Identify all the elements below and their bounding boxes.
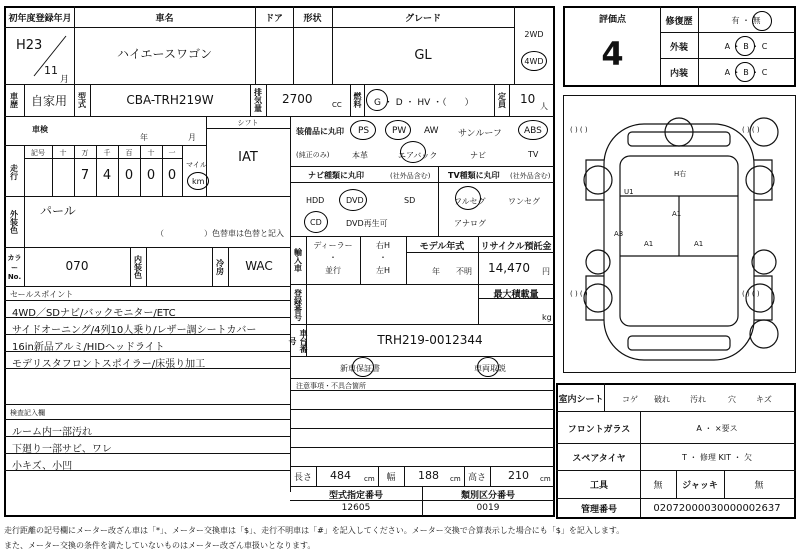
unit-3: 百 — [125, 148, 133, 157]
first-reg-label: 初年度登録年月 — [8, 13, 72, 24]
import-dealer: ディーラー — [313, 241, 353, 250]
recycle-yen: 円 — [542, 267, 550, 276]
chassis-value: TRH219-0012344 — [377, 333, 483, 347]
inspector-note-3: 小キズ、小凹 — [12, 461, 73, 472]
width-unit: cm — [450, 475, 461, 483]
type-no-value: 12605 — [341, 503, 371, 513]
exterior-options: A ・ B ・ C — [724, 41, 768, 51]
digit-4: 0 — [146, 167, 156, 183]
car-outline — [564, 96, 795, 372]
width-value: 188 — [418, 469, 439, 482]
digit-3: 0 — [124, 167, 134, 183]
height-label: 高さ — [467, 472, 486, 483]
cc-unit: CC — [332, 101, 342, 109]
import-right-h: 右H — [375, 241, 390, 250]
seat-scratch: キズ — [756, 395, 772, 404]
equip-navi: ナビ — [470, 151, 486, 160]
mark-a1-left: A1 — [644, 240, 654, 248]
seat-tear: 破れ — [654, 395, 670, 404]
repair-options: 有 ・ 無 — [731, 15, 761, 25]
fuel-options: G ・ D ・ HV ・（ ） — [374, 98, 474, 108]
import-left-h: 左H — [375, 266, 390, 275]
inspector-note-2: 下廻り一部サビ、ワレ — [12, 444, 112, 455]
tv-analog: アナログ — [454, 219, 486, 228]
recycle-label: リサイクル預託金 — [480, 242, 552, 252]
color-value: パール — [40, 204, 76, 218]
displacement-value: 2700 — [282, 92, 313, 106]
equip-airbag: エアバック — [398, 151, 438, 160]
car-damage-diagram — [563, 95, 796, 373]
interior-color-label: 内装色 — [133, 255, 143, 279]
equip-pw: PW — [392, 126, 407, 136]
interior-options: A ・ B ・ C — [724, 67, 768, 77]
interior-label: 内装 — [669, 68, 688, 79]
fuel-label: 燃料 — [353, 92, 362, 108]
length-label: 長さ — [293, 472, 312, 483]
mgmt-label: 管理番号 — [580, 505, 617, 515]
tv-title: TV種類に丸印 — [448, 171, 500, 180]
color-no-value: 070 — [65, 259, 89, 273]
unit-1: 万 — [81, 148, 89, 157]
tools-label: 工具 — [589, 480, 608, 491]
usage-value: 自家用 — [30, 93, 67, 108]
unit-2: 千 — [103, 148, 111, 157]
footer-line-1: 走行距離の記号欄にメーター改ざん車は「*」、メーター交換車は「$」、走行不明車は「#」を記入してください。メーター交換で合算表示した場合にも「$」を記入します。 — [4, 526, 625, 535]
door-label: ドア — [265, 13, 283, 24]
spare-label: スペアタイヤ — [572, 453, 626, 464]
inspector-note-1: ルーム内一部汚れ — [12, 427, 92, 438]
warranty-circle — [352, 357, 374, 377]
equip-ps: PS — [358, 126, 370, 136]
tools-value: 無 — [653, 480, 663, 491]
usage-label: 車歴 — [9, 92, 19, 108]
tv-subtitle: (社外品含む) — [510, 172, 551, 180]
max-load-label: 最大積載量 — [493, 290, 539, 300]
digit-1: 7 — [80, 167, 90, 183]
unit-5: 一 — [168, 148, 176, 157]
type-no-label: 型式指定番号 — [328, 491, 383, 501]
recycle-amount: 14,470 — [488, 261, 530, 275]
equip-tv: TV — [528, 150, 539, 159]
score-label: 評価点 — [598, 15, 626, 25]
drive-4wd-circle — [521, 51, 547, 71]
glass-label: フロントガラス — [567, 424, 631, 435]
glass-options: A ・ ×要ス — [696, 423, 738, 433]
car-name-label: 車名 — [155, 13, 174, 24]
ac-value: WAC — [245, 259, 273, 273]
digit-2: 4 — [102, 167, 112, 183]
color-label: 外装色 — [9, 210, 19, 234]
car-name-value: ハイエースワゴン — [117, 46, 212, 61]
capacity-value: 10 — [520, 92, 536, 106]
interior-b-circle — [735, 62, 755, 82]
grade-value: GL — [414, 47, 432, 63]
max-load-kg: kg — [542, 313, 552, 322]
unit-0: 十 — [59, 148, 67, 157]
svg-text:( ) ( ): ( ) ( ) — [570, 126, 588, 134]
digit-5: 0 — [167, 167, 177, 183]
mark-a3-left: A3 — [614, 230, 624, 238]
ac-label: 冷房 — [215, 259, 225, 275]
equip-pw-circle — [385, 120, 411, 140]
import-label: 輸入車 — [293, 248, 303, 272]
navi-cd-circle — [304, 211, 328, 233]
tv-fullseg-circle — [455, 186, 481, 210]
selling-point-2: サイドオーニング/4列10人乗り/レザー調シートカバー — [12, 325, 257, 336]
model-year-unknown: 不明 — [456, 267, 472, 276]
selling-point-4: モデリスタフロントスポイラー/床張り加工 — [12, 359, 206, 370]
repair-label: 修復歴 — [665, 16, 693, 27]
manual-circle — [477, 357, 499, 377]
navi-dvd-circle — [339, 189, 367, 211]
seat-dirt: 汚れ — [690, 395, 706, 404]
jack-value: 無 — [754, 480, 764, 491]
equip-ps-circle — [350, 120, 376, 140]
inspection-label: 車検 — [32, 125, 48, 134]
notes-label: 注意事項・不具合箇所 — [296, 382, 366, 390]
spare-options: T ・ 修理 KIT ・ 欠 — [681, 452, 753, 462]
model-year-label: モデル年式 — [419, 242, 465, 252]
navi-title: ナビ種類に丸印 — [308, 171, 364, 180]
mark-a1-center: A1 — [672, 210, 682, 218]
length-unit: cm — [364, 475, 375, 483]
seat-burn: コゲ — [622, 395, 638, 404]
shift-value: IAT — [238, 149, 258, 165]
svg-text:( ) ( ): ( ) ( ) — [742, 290, 760, 298]
capacity-label: 定員 — [497, 92, 507, 108]
drive-4wd: 4WD — [524, 56, 544, 66]
digit-0 — [52, 164, 74, 186]
equipment-subtitle: (純正のみ) — [296, 151, 330, 159]
color-no-label: カラーNo. — [7, 254, 22, 281]
navi-sd: SD — [404, 196, 416, 205]
shift-label: シフト — [237, 119, 259, 127]
seat-hole: 穴 — [728, 395, 736, 404]
grade-label: グレード — [404, 13, 441, 24]
first-reg-month: 11 — [44, 64, 58, 77]
tv-fullseg: フルセグ — [454, 197, 486, 206]
length-value: 484 — [330, 469, 351, 482]
class-no-label: 類別区分番号 — [460, 491, 515, 501]
navi-cd: CD — [310, 218, 322, 227]
exterior-b-circle — [735, 36, 755, 56]
equip-sunroof: サンルーフ — [458, 129, 502, 139]
svg-text:( ) ( ): ( ) ( ) — [742, 126, 760, 134]
registration-label: 登録番号 — [293, 289, 303, 321]
mark-a1-right: A1 — [694, 240, 704, 248]
navi-dvd-play: DVD再生可 — [346, 219, 388, 228]
mileage-label: 走行 — [9, 164, 19, 180]
warranty-label: 新車保証書 — [340, 364, 380, 373]
model-year-unit: 年 — [432, 267, 440, 276]
chassis-label: 車台番号 — [288, 329, 308, 353]
color-note: （ ）色替車は色替と記入 — [156, 229, 284, 238]
svg-text:( ) ( ): ( ) ( ) — [570, 290, 588, 298]
drive-2wd: 2WD — [524, 29, 544, 39]
first-reg-year: H23 — [16, 38, 43, 53]
mile-label: マイル — [186, 161, 207, 169]
navi-hdd: HDD — [306, 196, 325, 205]
equip-airbag-circle — [400, 141, 426, 163]
equipment-title: 装備品に丸印 — [296, 127, 344, 136]
equip-abs-circle — [518, 120, 548, 140]
selling-points-label: セールスポイント — [10, 290, 74, 299]
width-label: 幅 — [386, 472, 396, 483]
km-circle — [187, 172, 209, 190]
selling-point-1: 4WD／SDナビ/バックモニター/ETC — [12, 308, 176, 319]
class-no-value: 0019 — [476, 503, 500, 513]
inspection-year: 年 — [140, 133, 148, 142]
mgmt-value: 02072000030000002637 — [653, 503, 781, 514]
tv-oneseg: ワンセグ — [508, 197, 540, 206]
mark-u1: U1 — [624, 188, 634, 196]
navi-subtitle: (社外品含む) — [390, 172, 431, 180]
capacity-unit: 人 — [540, 102, 548, 111]
footer-line-2: また、メーター交換の条件を満たしていないものはメーター改ざん車扱いとなります。 — [4, 541, 316, 550]
km-label: km — [192, 177, 205, 186]
unit-4: 十 — [147, 148, 155, 157]
score-value: 4 — [601, 35, 624, 73]
jack-label: ジャッキ — [682, 480, 718, 491]
seat-label: 室内シート — [558, 394, 604, 405]
import-parallel: 並行 — [325, 266, 341, 275]
model-label: 型式 — [77, 92, 87, 108]
mark-h-right: H右 — [674, 170, 687, 178]
inspector-label: 検査記入欄 — [10, 409, 45, 417]
displacement-label: 排気量 — [253, 88, 263, 112]
height-value: 210 — [508, 469, 529, 482]
model-value: CBA-TRH219W — [126, 93, 214, 107]
manual-label: 車両取説 — [474, 364, 506, 373]
month-unit: 月 — [60, 75, 70, 85]
fuel-g-circle — [366, 89, 388, 111]
equip-leather: 本革 — [352, 151, 368, 160]
selling-point-3: 16in新品アルミ/HIDヘッドライト — [12, 342, 165, 353]
navi-dvd: DVD — [346, 196, 364, 205]
inspection-month: 月 — [188, 133, 196, 142]
shape-label: 形状 — [303, 13, 322, 24]
height-unit: cm — [540, 475, 551, 483]
equip-abs: ABS — [524, 126, 542, 136]
mileage-symbol-label: 記号 — [31, 148, 45, 157]
exterior-label: 外装 — [669, 42, 688, 53]
repair-none-circle — [752, 11, 772, 31]
equip-aw: AW — [424, 126, 439, 136]
